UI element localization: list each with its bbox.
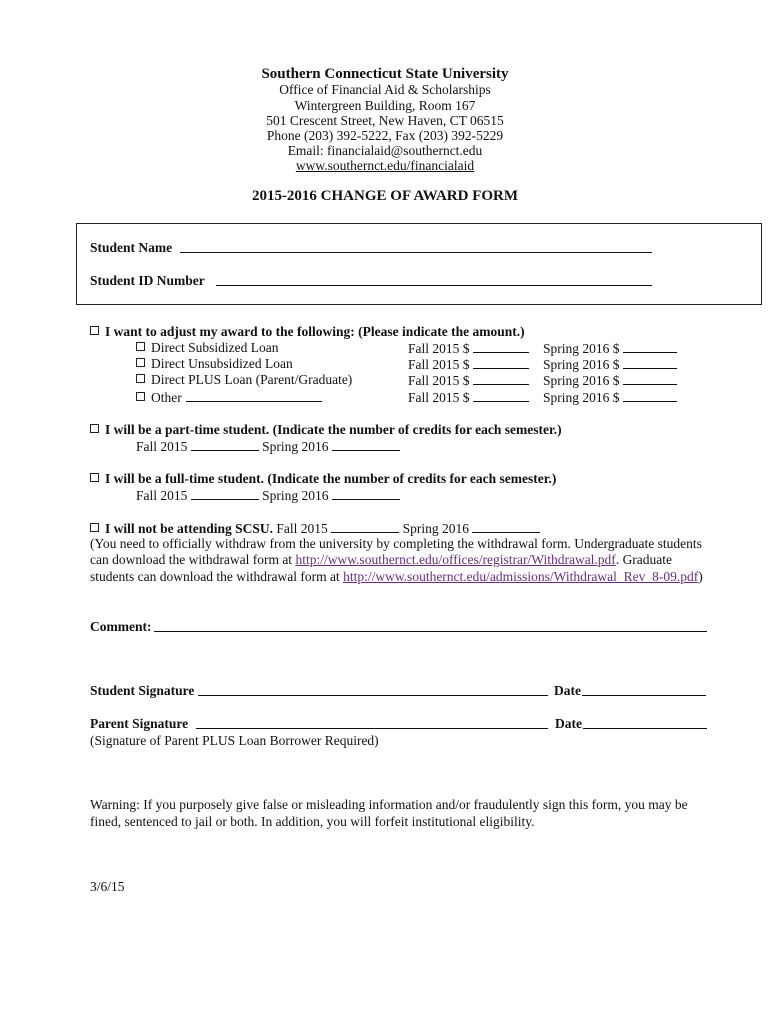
unsubsidized-checkbox[interactable] (136, 358, 145, 367)
other-loan-field[interactable] (186, 389, 322, 402)
loan-label: Direct Subsidized Loan (151, 340, 279, 355)
spring-label: Spring 2016 $ (543, 357, 620, 372)
part-time-credits-row (136, 438, 400, 455)
student-id-label: Student ID Number (90, 273, 205, 288)
full-time-fall-field[interactable] (191, 487, 259, 500)
withdraw-note-line1: (You need to officially withdraw from the university by completing the withdrawal form. Undergraduate students (90, 536, 702, 551)
spring-label: Spring 2016 $ (543, 341, 620, 356)
spring-amount-field[interactable] (623, 372, 677, 385)
parent-signature-field[interactable] (196, 716, 548, 729)
full-time-credits-row (136, 487, 400, 504)
student-id-field[interactable] (216, 273, 652, 286)
note-text: can download the withdrawal form at (90, 552, 296, 567)
phone: Phone (203) 392-5222, Fax (203) 392-5229 (266, 128, 504, 143)
fall-amount-field[interactable] (473, 389, 529, 402)
loan-label: Other (151, 390, 182, 405)
spring-amount-row (543, 389, 677, 406)
spring-label: Spring 2016 $ (543, 373, 620, 388)
spring-amount-field[interactable] (623, 356, 677, 369)
website-link[interactable] (0, 158, 770, 174)
fall-label: Fall 2015 (276, 521, 328, 536)
not-attending-option[interactable] (90, 520, 540, 537)
fall-amount-row (408, 340, 529, 357)
student-name-label: Student Name (90, 240, 173, 255)
comment-field[interactable] (154, 619, 707, 632)
full-time-spring-field[interactable] (332, 487, 400, 500)
student-signature-label: Student Signature (90, 683, 195, 698)
parent-signature-note: (Signature of Parent PLUS Loan Borrower Required) (90, 733, 379, 748)
warning-line2: fined, sentenced to jail or both. In addition, you will forfeit institutional eligibility. (90, 814, 535, 829)
part-time-checkbox[interactable] (90, 424, 99, 433)
fall-amount-field[interactable] (473, 372, 529, 385)
fall-amount-field[interactable] (473, 340, 529, 353)
spring-label: Spring 2016 (262, 488, 329, 503)
undergrad-withdrawal-link[interactable]: http://www.southernct.edu/offices/registrar/Withdrawal.pdf (295, 552, 616, 567)
spring-label: Spring 2016 $ (543, 390, 620, 405)
comment-label: Comment: (90, 619, 152, 634)
part-time-spring-field[interactable] (332, 438, 400, 451)
building: Wintergreen Building, Room 167 (294, 98, 476, 113)
note-text: ) (698, 569, 703, 584)
spring-amount-row (543, 372, 677, 389)
revision-date: 3/6/15 (90, 879, 125, 894)
parent-signature-label: Parent Signature (90, 716, 189, 731)
university-name: Southern Connecticut State University (261, 66, 509, 82)
loan-option-plus[interactable] (136, 372, 352, 388)
date-label: Date (555, 716, 582, 731)
withdraw-note-line2 (90, 552, 672, 568)
student-name-field[interactable] (180, 240, 652, 253)
date-label: Date (554, 683, 581, 698)
not-attending-fall-field[interactable] (331, 520, 399, 533)
student-signature-field[interactable] (198, 683, 548, 696)
loan-label: Direct PLUS Loan (Parent/Graduate) (151, 372, 353, 387)
withdraw-note-line3 (90, 569, 703, 585)
note-text: students can download the withdrawal form at (90, 569, 344, 584)
full-time-checkbox[interactable] (90, 473, 99, 482)
office-name: Office of Financial Aid & Scholarships (279, 82, 491, 97)
grad-withdrawal-link[interactable]: http://www.southernct.edu/admissions/Withdrawal_Rev_8-09.pdf (343, 569, 699, 584)
fall-label: Fall 2015 (136, 488, 188, 503)
student-info-box (76, 223, 762, 305)
spring-amount-field[interactable] (623, 340, 677, 353)
spring-amount-row (543, 340, 677, 357)
spring-label: Spring 2016 (262, 439, 329, 454)
adjust-award-checkbox[interactable] (90, 326, 99, 335)
fall-label: Fall 2015 $ (408, 390, 470, 405)
website-link-text[interactable]: www.southernct.edu/financialaid (295, 158, 475, 173)
not-attending-checkbox[interactable] (90, 523, 99, 532)
loan-label: Direct Unsubsidized Loan (151, 356, 293, 371)
full-time-heading: I will be a full-time student. (Indicate the number of credits for each semester.) (105, 471, 557, 486)
full-time-option[interactable] (90, 471, 556, 487)
spring-amount-field[interactable] (623, 389, 677, 402)
note-text: . Graduate (615, 552, 673, 567)
email: Email: financialaid@southernct.edu (287, 143, 483, 158)
spring-amount-row (543, 356, 677, 373)
fall-label: Fall 2015 $ (408, 373, 470, 388)
warning-line1: Warning: If you purposely give false or misleading information and/or fraudulently sign this form, you may be (90, 797, 688, 812)
fall-amount-row (408, 372, 529, 389)
address: 501 Crescent Street, New Haven, CT 06515 (266, 113, 504, 128)
part-time-fall-field[interactable] (191, 438, 259, 451)
adjust-award-option[interactable] (90, 324, 525, 340)
part-time-option[interactable] (90, 422, 562, 438)
fall-label: Fall 2015 $ (408, 357, 470, 372)
part-time-heading: I will be a part-time student. (Indicate the number of credits for each semester.) (105, 422, 562, 437)
loan-option-unsubsidized[interactable] (136, 356, 293, 372)
form-title: 2015-2016 CHANGE OF AWARD FORM (251, 188, 519, 204)
student-date-field[interactable] (582, 683, 706, 696)
fall-label: Fall 2015 (136, 439, 188, 454)
other-checkbox[interactable] (136, 392, 145, 401)
fall-amount-row (408, 389, 529, 406)
fall-amount-row (408, 356, 529, 373)
subsidized-checkbox[interactable] (136, 342, 145, 351)
loan-option-other[interactable] (136, 389, 322, 406)
adjust-award-heading: I want to adjust my award to the following: (Please indicate the amount.) (105, 324, 525, 339)
parent-date-field[interactable] (583, 716, 707, 729)
fall-amount-field[interactable] (473, 356, 529, 369)
not-attending-spring-field[interactable] (472, 520, 540, 533)
fall-label: Fall 2015 $ (408, 341, 470, 356)
loan-option-subsidized[interactable] (136, 340, 278, 356)
spring-label: Spring 2016 (402, 521, 469, 536)
not-attending-heading: I will not be attending SCSU. (105, 521, 274, 536)
plus-checkbox[interactable] (136, 374, 145, 383)
